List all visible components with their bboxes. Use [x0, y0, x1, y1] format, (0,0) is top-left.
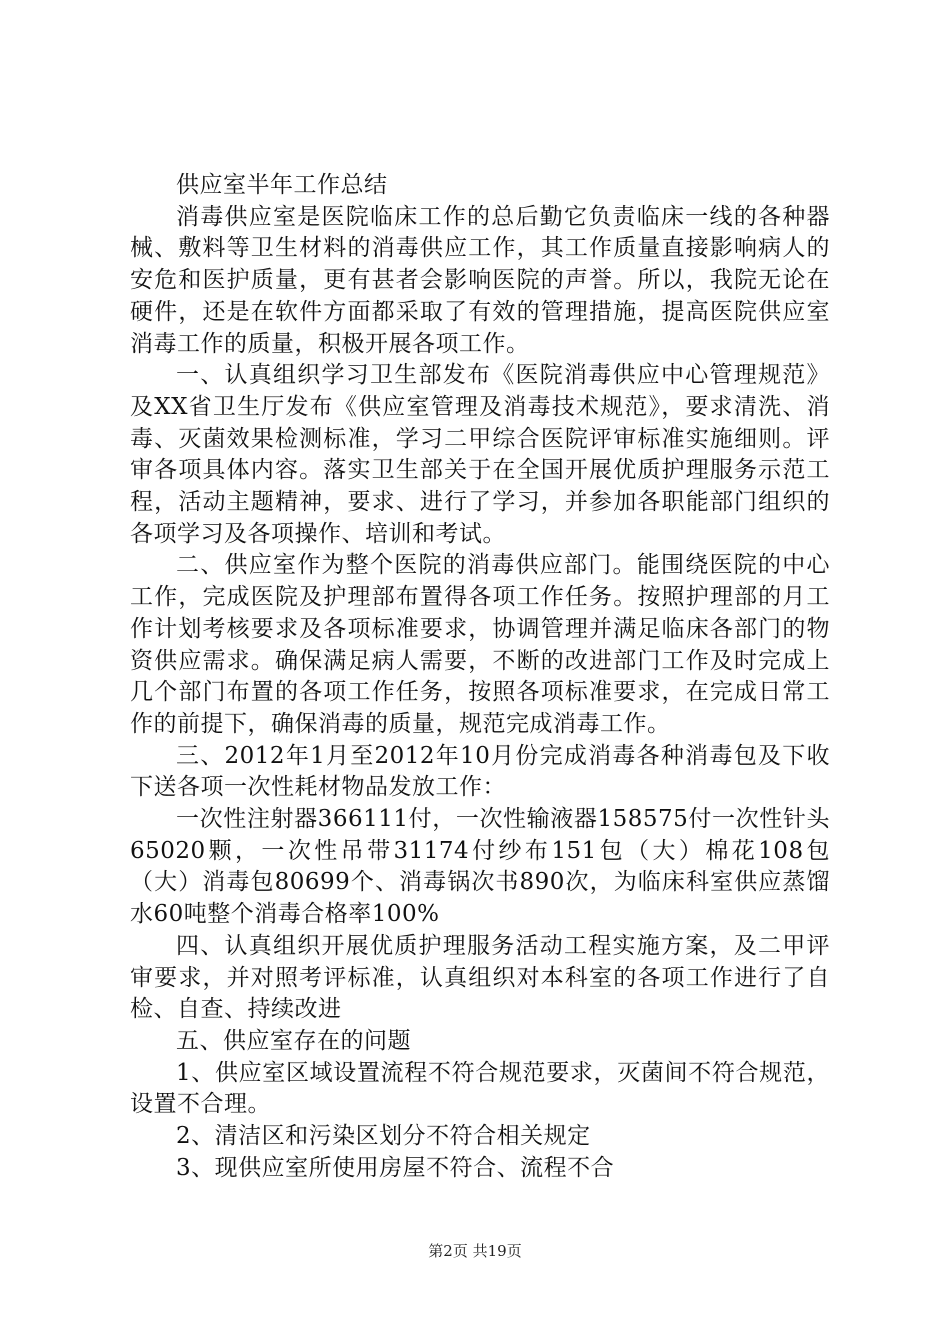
document-body	[130, 170, 830, 1185]
paragraph-section-1: 一、认真组织学习卫生部发布《医院消毒供应中心管理规范》及XX省卫生厅发布《供应室管理及消毒技术规范》，要求清洗、消毒、灭菌效果检测标准，学习二甲综合医院评审标准实施细则。评审各项具体内容。落实卫生部关于在全国开展优质护理服务示范工程，活动主题精神，要求、进行了学习，并参加各职能部门组织的各项学习及各项操作、培训和考试。	[130, 362, 830, 547]
paragraph-issue-2: 2、清洁区和污染区划分不符合相关规定	[176, 1123, 591, 1150]
paragraph-section-3: 三、2012年1月至2012年10月份完成消毒各种消毒包及下收下送各项一次性耗材物品发放工作：	[130, 742, 830, 801]
document-title: 供应室半年工作总结	[176, 172, 388, 198]
paragraph-section-5-heading: 五、供应室存在的问题	[176, 1027, 411, 1054]
paragraph-section-3-details: 一次性注射器366111付，一次性输液器158575付一次性针头65020颗，一次性吊带31174付纱布151包（大）棉花108包（大）消毒包80699个、消毒锅次书890次，为临床科室供应蒸馏水60吨整个消毒合格率100%	[130, 806, 830, 928]
paragraph-section-2: 二、供应室作为整个医院的消毒供应部门。能围绕医院的中心工作，完成医院及护理部布置得各项工作任务。按照护理部的月工作计划考核要求及各项标准要求，协调管理并满足临床各部门的物资供应需求。确保满足病人需要，不断的改进部门工作及时完成上几个部门布置的各项工作任务，按照各项标准要求，在完成日常工作的前提下，确保消毒的质量，规范完成消毒工作。	[130, 552, 830, 737]
page-number-footer: 第2页 共19页	[428, 1242, 522, 1260]
paragraph-issue-3: 3、现供应室所使用房屋不符合、流程不合	[176, 1154, 615, 1181]
paragraph-section-4: 四、认真组织开展优质护理服务活动工程实施方案，及二甲评审要求，并对照考评标准，认真组织对本科室的各项工作进行了自检、自查、持续改进	[130, 932, 830, 1023]
paragraph-intro: 消毒供应室是医院临床工作的总后勤它负责临床一线的各种器械、敷料等卫生材料的消毒供应工作，其工作质量直接影响病人的安危和医护质量，更有甚者会影响医院的声誉。所以，我院无论在硬件，还是在软件方面都采取了有效的管理措施，提高医院供应室消毒工作的质量，积极开展各项工作。	[130, 203, 830, 357]
paragraph-issue-1: 1、供应室区域设置流程不符合规范要求，灭菌间不符合规范，设置不合理。	[130, 1059, 830, 1118]
